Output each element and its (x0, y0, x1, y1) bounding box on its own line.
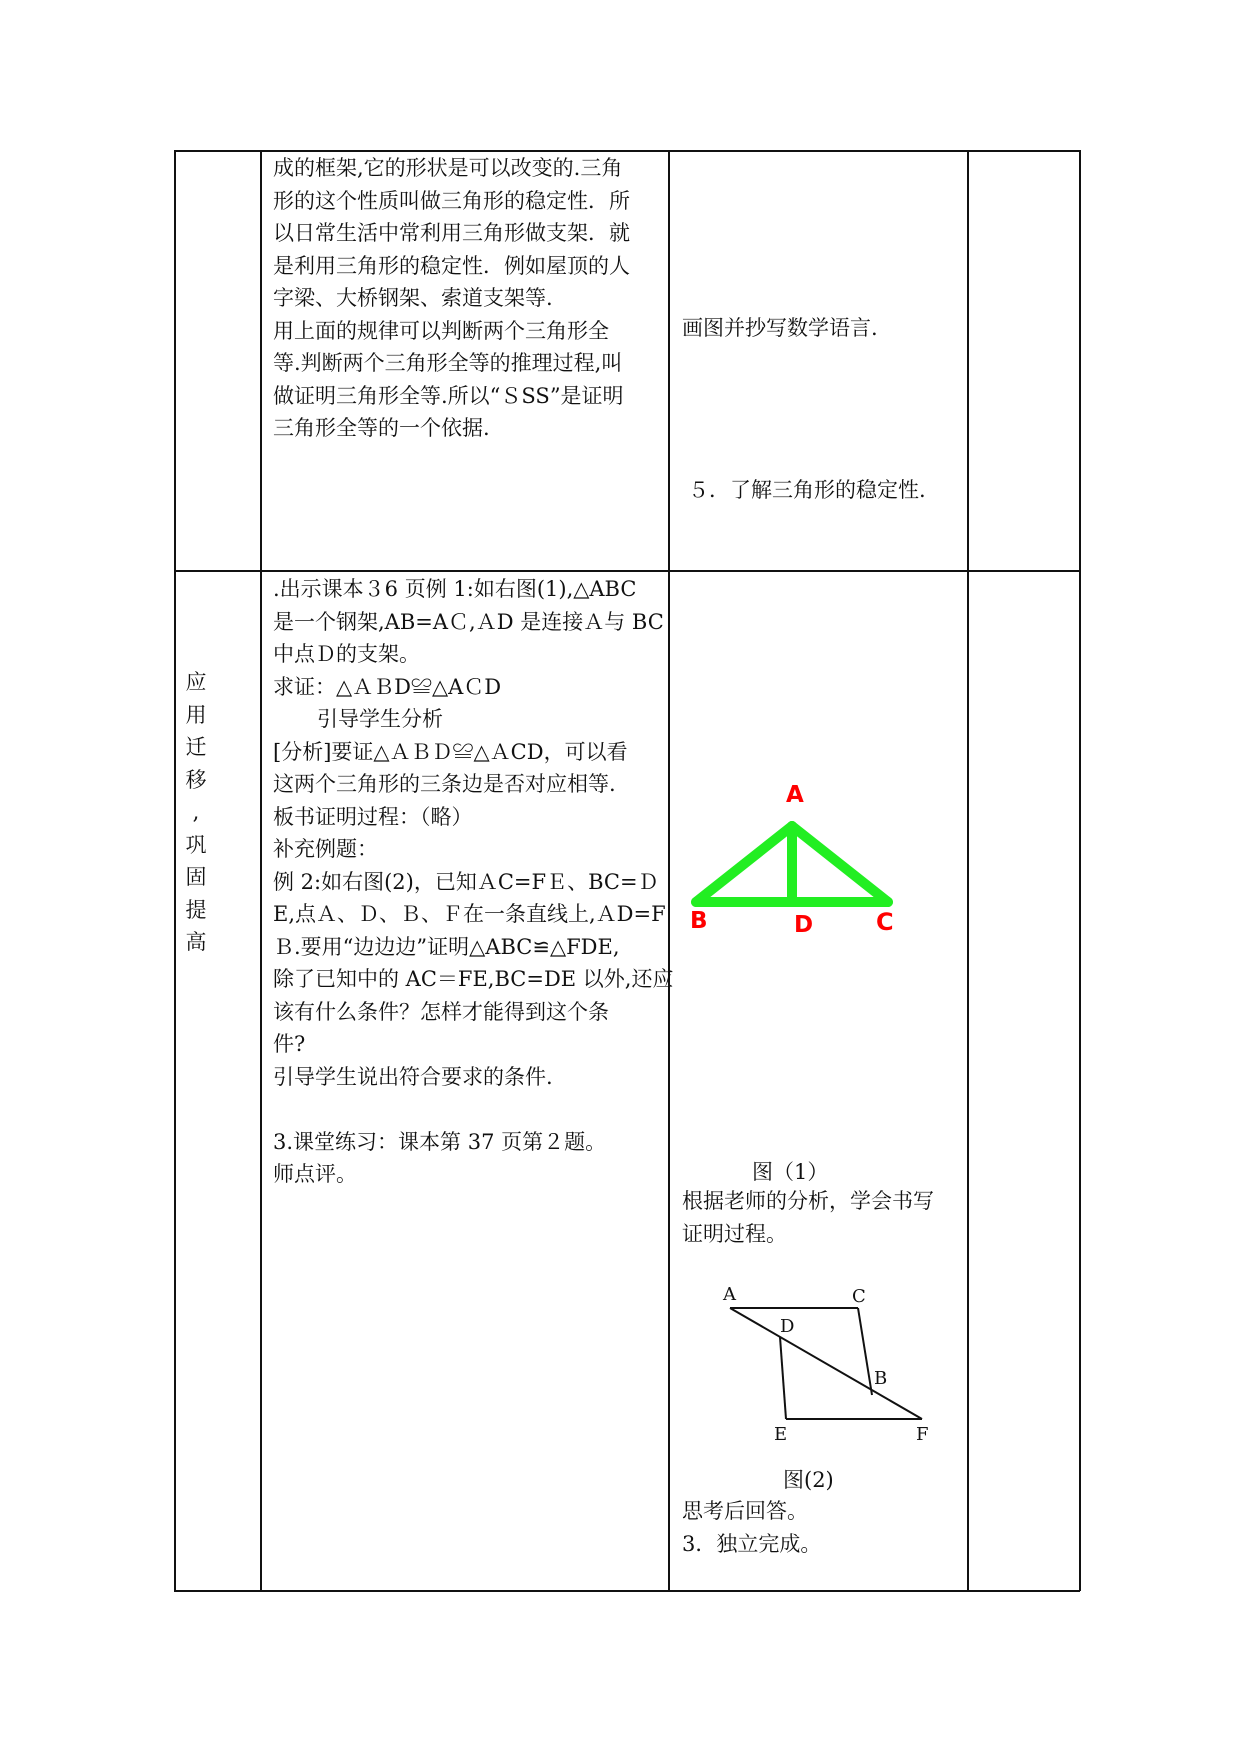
text-line: 板书证明过程：（略） (273, 804, 473, 829)
truss-edge-ab (696, 826, 792, 902)
stage-char: 迁 (185, 735, 207, 759)
text-line: 师点评。 (273, 1162, 357, 1186)
text-line: 是利用三角形的稳定性．例如屋顶的人 (273, 253, 630, 278)
figure-2-caption: 图(2) (783, 1468, 834, 1492)
text-line: 形的这个性质叫做三角形的稳定性．所 (273, 188, 630, 213)
text-line: 三角形全等的一个依据. (273, 416, 490, 440)
text-line: [分析]要证△ＡＢＤ≌△ＡCD，可以看 (273, 739, 628, 764)
table-border-bottom (174, 1590, 1080, 1592)
text-line: 除了已知中的 AC＝FE,BC=DE 以外,还应 (273, 967, 674, 991)
text-line: 补充例题： (273, 837, 378, 861)
text-line: 字梁、大桥钢架、索道支架等. (273, 286, 553, 310)
stage-char: 用 (185, 702, 207, 727)
row2-student-activity-1: 根据老师的分析，学会书写 证明过程。 (682, 1189, 934, 1246)
fig1-label-d: D (794, 912, 814, 938)
table-divider-col3 (967, 150, 969, 1591)
text-line: 这两个三角形的三条边是否对应相等. (273, 772, 616, 796)
row1-student-activity-2: ５．了解三角形的稳定性. (688, 478, 926, 502)
table-border-right (1079, 150, 1081, 1591)
table-row-divider (174, 570, 1080, 572)
text-line: 以日常生活中常利用三角形做支架．就 (273, 221, 630, 245)
fig2-label-e: E (774, 1424, 788, 1445)
segment-cb (858, 1308, 872, 1395)
row2-student-activity-2: 思考后回答。 3．独立完成。 (682, 1499, 822, 1556)
stage-char: 移 (185, 767, 207, 792)
text-line: 3.课堂练习：课本第 37 页第２题。 (273, 1129, 607, 1154)
text-line: 件? (273, 1032, 306, 1056)
stage-char: , (192, 800, 200, 824)
fig2-label-d: D (780, 1316, 795, 1337)
row1-teacher-activity (273, 152, 630, 445)
text-line: 用上面的规律可以判断两个三角形全 (273, 318, 609, 343)
fig1-label-b: B (690, 908, 708, 934)
text-line: E,点Ａ、Ｄ、Ｂ、Ｆ在一条直线上,ＡD=F (273, 902, 666, 926)
text-line: 引导学生分析 (317, 707, 443, 731)
fig2-label-c: C (852, 1286, 866, 1307)
stage-char: 高 (185, 930, 207, 954)
text-line: .出示课本３6 页例 1:如右图(1),△ABC (273, 577, 637, 601)
text-line: 引导学生说出符合要求的条件. (273, 1064, 553, 1089)
stage-char: 提 (185, 897, 207, 922)
text-line: 做证明三角形全等.所以“ＳSS”是证明 (273, 383, 624, 408)
fig1-label-a: A (786, 782, 804, 808)
fig2-label-b: B (874, 1368, 888, 1389)
text-line: 等.判断两个三角形全等的推理过程,叫 (273, 351, 623, 375)
text-line: 该有什么条件？怎样才能得到这个条 (273, 999, 609, 1024)
row2-teacher-activity (273, 573, 674, 1191)
text-line: 例 2:如右图(2)，已知ＡC=FＥ、BC=Ｄ (273, 869, 659, 894)
figure-2-geometry-diagram (700, 1285, 950, 1455)
stage-char: 固 (185, 865, 207, 889)
stage-char: 巩 (185, 832, 207, 857)
segment-af (730, 1308, 922, 1419)
fig2-label-f: F (916, 1424, 929, 1445)
text-line: 是一个钢架,AB=AＣ,ＡD 是连接Ａ与 BC (273, 609, 664, 634)
row1-student-activity-1: 画图并抄写数学语言. (682, 316, 878, 340)
text-line: 求证：△ＡＢD≌△AＣD (273, 674, 502, 699)
figure-1-caption: 图（1） (752, 1160, 829, 1184)
segment-de (780, 1337, 786, 1419)
fig2-label-a: A (723, 1284, 736, 1305)
text-line: Ｂ.要用“边边边”证明△ABC≌△FDE, (273, 934, 620, 959)
text-line: 中点Ｄ的支架。 (273, 642, 420, 666)
stage-char: 应 (185, 670, 207, 694)
stage-label-vertical (176, 666, 216, 959)
truss-edge-ac (792, 826, 888, 902)
text-line (273, 1093, 674, 1126)
fig1-label-c: C (876, 908, 894, 936)
table-divider-col1 (260, 150, 262, 1591)
text-line: 成的框架,它的形状是可以改变的.三角 (273, 156, 623, 180)
